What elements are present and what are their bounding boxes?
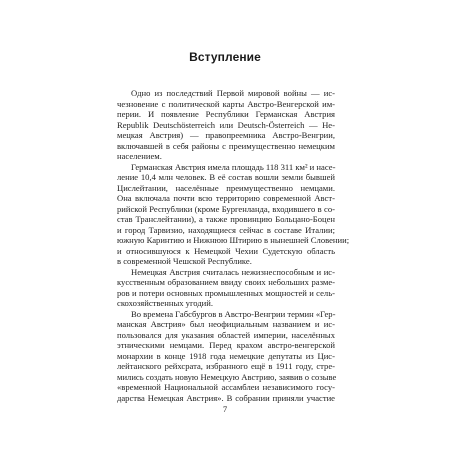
text-line: дарства Немецкая Австрия». В собрании приняли участие: [117, 392, 335, 403]
text-line: Германская Австрия имела площадь 118 311 км² и насе-: [131, 161, 336, 172]
text-line: мились создать новую Немецкую Австрию, заявив о созыве: [117, 371, 337, 382]
paragraph: [117, 309, 335, 404]
text-line: населением.: [117, 151, 162, 161]
text-line: «временной Национальной ассамблеи независимого госу-: [117, 382, 335, 392]
text-line: южную Каринтию и Нижнюю Штирию в нынешней Словении;: [117, 235, 350, 245]
text-line: Republik Deutschösterreich или Deutsch-Österreich — Не-: [117, 119, 335, 130]
paragraph: [117, 88, 335, 162]
paragraph: [117, 267, 335, 309]
text-line: чезновение с политической карты Австро-Венгерской им-: [117, 98, 335, 109]
text-line: Во времена Габсбургов в Австро-Венгрии термин «Гер-: [131, 308, 336, 319]
text-line: лейтанского рейхсрата, избранного ещё в 1911 году, стре-: [117, 361, 335, 371]
text-line: став Транслейтании), а также провинцию Больцано-Боцен: [117, 214, 335, 224]
text-line: пользовался для указания областей империи, населённых: [117, 329, 335, 340]
text-line: перии. И появление Республики Германская Австрия: [117, 109, 335, 119]
page-number: 7: [222, 404, 228, 414]
text-line: включавшей в себя районы с преимущественно немецким: [117, 140, 335, 151]
text-line: рийской Республики (кроме Бургенланда, входившего в со-: [117, 203, 335, 214]
text-line: Она включала почти всю территорию современной Авст-: [117, 193, 335, 203]
paragraph: [117, 161, 350, 267]
text-line: ров и потери основных промышленных мощностей и сель-: [117, 287, 335, 298]
text-line: Цислейтании, населённые преимущественно немцами.: [117, 182, 335, 193]
chapter-heading: Вступление: [189, 50, 261, 64]
text-line: этническими немцами. Перед крахом австро-венгерской: [117, 340, 335, 350]
text-line: скохозяйственных угодий.: [117, 298, 214, 308]
body-text: [117, 88, 350, 403]
text-line: в современной Чешской Республике.: [117, 256, 252, 266]
text-line: Немецкая Австрия считалась нежизнеспособным и ис-: [131, 266, 335, 277]
text-line: манская Австрия» был неофициальным названием и ис-: [117, 319, 335, 329]
text-line: и город Тарвизио, находящиеся сейчас в составе Италии;: [117, 224, 335, 235]
text-line: монархии в конце 1918 года немецкие депутаты из Цис-: [117, 350, 335, 361]
text-line: мецкая Австрия) — правопреемника Австро-Венгрии,: [117, 130, 335, 140]
text-line: ление 10,4 млн человек. В её состав вошли земли бывшей: [117, 172, 335, 182]
text-line: кусственным образованием ввиду своих небольших разме-: [117, 277, 335, 287]
text-line: и относившуюся к Немецкой Чехии Судетскую область: [117, 245, 335, 256]
text-line: Одно из последствий Первой мировой войны — ис-: [131, 88, 335, 98]
